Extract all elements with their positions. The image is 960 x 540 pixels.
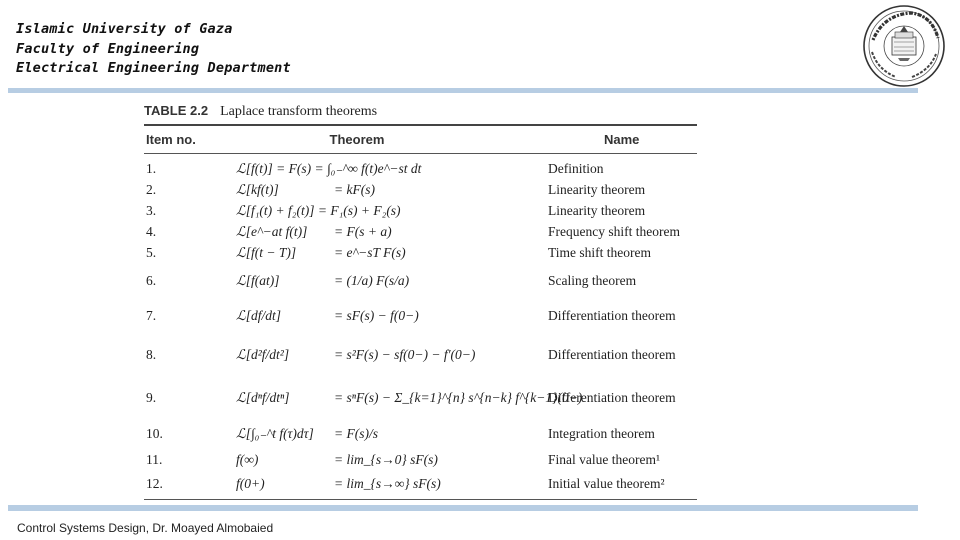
table-header bbox=[144, 126, 697, 153]
table-row bbox=[144, 420, 697, 448]
theorem-lhs: ℒ[∫₀₋^t f(τ)dτ] bbox=[236, 425, 314, 441]
theorem-name: Linearity theorem bbox=[548, 203, 646, 218]
theorem-rhs: = F(s + a) bbox=[334, 224, 392, 239]
theorem-lhs: ℒ[f(t)] = F(s) bbox=[236, 161, 312, 176]
item-no: 9. bbox=[146, 389, 157, 405]
item-no: 4. bbox=[146, 224, 157, 239]
theorem-lhs: ℒ[df/dt] bbox=[236, 307, 281, 323]
theorem bbox=[236, 245, 548, 261]
table-row bbox=[144, 222, 697, 243]
theorem-lhs: ℒ[f(at)] bbox=[236, 272, 280, 288]
institution-header bbox=[16, 20, 291, 79]
theorem bbox=[236, 203, 548, 219]
item-no: 7. bbox=[146, 307, 157, 323]
item-no: 2. bbox=[146, 182, 157, 197]
department-name: Electrical Engineering Department bbox=[16, 60, 291, 76]
theorem-lhs: ℒ[f(t − T)] bbox=[236, 245, 297, 260]
theorem-lhs: ℒ[e^−at f(t)] bbox=[236, 224, 308, 239]
header-divider bbox=[8, 88, 918, 93]
table-row bbox=[144, 298, 697, 334]
theorem bbox=[236, 476, 548, 492]
item-no: 3. bbox=[146, 203, 157, 218]
theorem-rhs: = F(s)/s bbox=[334, 425, 378, 441]
theorem-lhs: ℒ[f₁(t) + f₂(t)] bbox=[236, 203, 315, 218]
theorem-lhs: f(∞) bbox=[236, 451, 259, 467]
table-row bbox=[144, 448, 697, 472]
table-caption bbox=[144, 100, 697, 124]
item-no: 11. bbox=[146, 451, 163, 467]
theorem-rhs: = ∫₀₋^∞ f(t)e^−st dt bbox=[314, 161, 422, 176]
theorem-name: Scaling theorem bbox=[548, 272, 637, 288]
theorem bbox=[236, 426, 548, 442]
theorem-rhs: = sⁿF(s) − Σ_{k=1}^{n} s^{n−k} f^{k−1}(0−) bbox=[334, 389, 583, 405]
theorem-rhs: = s²F(s) − sf(0−) − f′(0−) bbox=[334, 346, 476, 362]
theorem-name: Differentiation theorem bbox=[548, 389, 676, 405]
table-bottom-rule bbox=[144, 499, 697, 500]
theorem-lhs: f(0+) bbox=[236, 476, 265, 491]
theorem-rhs: = lim_{s→∞} sF(s) bbox=[334, 476, 441, 491]
theorem-name: Final value theorem¹ bbox=[548, 451, 661, 467]
theorem-name: Differentiation theorem bbox=[548, 307, 676, 323]
theorem-name: Frequency shift theorem bbox=[548, 224, 680, 239]
table-row bbox=[144, 264, 697, 298]
theorem-lhs: ℒ[dⁿf/dtⁿ] bbox=[236, 389, 290, 405]
table-row bbox=[144, 201, 697, 222]
column-header-name: Name bbox=[604, 131, 640, 147]
table-row bbox=[144, 243, 697, 264]
faculty-name: Faculty of Engineering bbox=[16, 40, 200, 57]
item-no: 1. bbox=[146, 161, 157, 176]
column-header-item-no: Item no. bbox=[146, 131, 196, 147]
item-no: 5. bbox=[146, 245, 157, 260]
theorem-rhs: = e^−sT F(s) bbox=[334, 245, 406, 260]
laplace-table bbox=[144, 100, 697, 500]
theorem-rhs: = (1/a) F(s/a) bbox=[334, 272, 410, 288]
item-no: 12. bbox=[146, 476, 163, 491]
item-no: 10. bbox=[146, 425, 163, 441]
theorem-name: Definition bbox=[548, 161, 604, 176]
theorem-name: Integration theorem bbox=[548, 425, 655, 441]
theorem-rhs: = lim_{s→0} sF(s) bbox=[334, 451, 438, 467]
table-number: TABLE 2.2 bbox=[144, 103, 209, 118]
theorem-rhs: = kF(s) bbox=[334, 182, 375, 197]
theorem bbox=[236, 347, 548, 363]
table-row bbox=[144, 159, 697, 180]
table-row bbox=[144, 334, 697, 376]
theorem-name: Linearity theorem bbox=[548, 182, 646, 197]
theorem-name: Differentiation theorem bbox=[548, 346, 676, 362]
table-row bbox=[144, 376, 697, 420]
item-no: 6. bbox=[146, 272, 157, 288]
table-row bbox=[144, 472, 697, 497]
theorem-name: Initial value theorem² bbox=[548, 476, 665, 491]
theorem-lhs: ℒ[d²f/dt²] bbox=[236, 346, 290, 362]
table-title: Laplace transform theorems bbox=[220, 104, 378, 119]
theorem bbox=[236, 389, 583, 406]
theorem-rhs: = F₁(s) + F₂(s) bbox=[317, 203, 401, 218]
theorem-name: Time shift theorem bbox=[548, 245, 651, 260]
theorem bbox=[236, 308, 548, 324]
university-name: Islamic University of Gaza bbox=[16, 21, 233, 37]
table-row bbox=[144, 180, 697, 201]
theorem-lhs: ℒ[kf(t)] bbox=[236, 182, 279, 197]
item-no: 8. bbox=[146, 346, 157, 362]
theorem bbox=[236, 452, 548, 468]
theorem bbox=[236, 182, 548, 198]
column-header-theorem: Theorem bbox=[329, 131, 385, 147]
theorem bbox=[236, 224, 548, 240]
theorem bbox=[236, 161, 548, 177]
footer-divider bbox=[8, 505, 918, 511]
university-seal-icon bbox=[862, 4, 946, 88]
theorem bbox=[236, 273, 548, 289]
footer-text: Control Systems Design, Dr. Moayed Almobaied bbox=[17, 521, 274, 535]
theorem-rhs: = sF(s) − f(0−) bbox=[334, 307, 419, 323]
